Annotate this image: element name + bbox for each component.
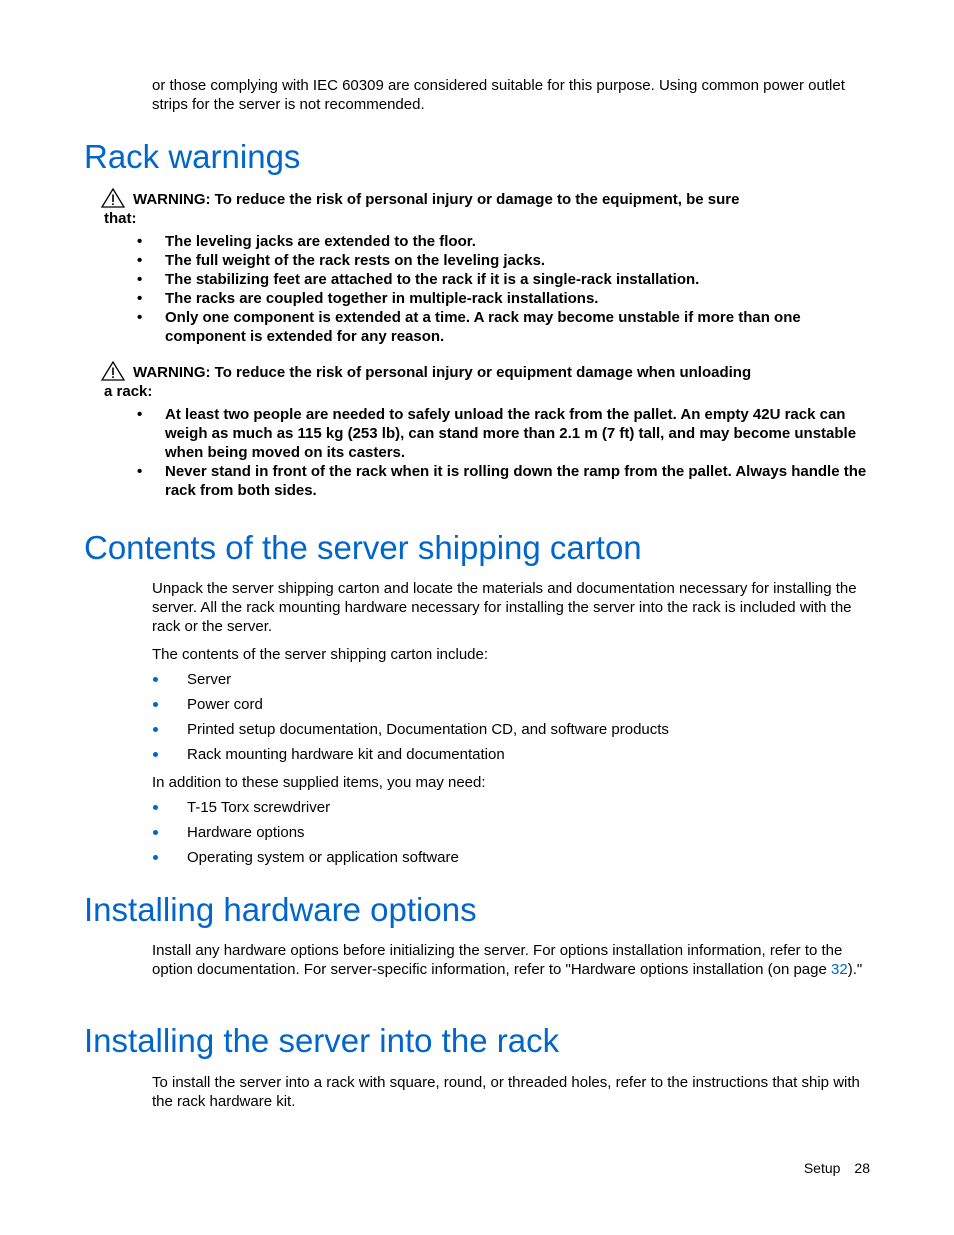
bullet-icon	[153, 702, 158, 707]
list-item-text: Power cord	[187, 696, 263, 713]
list-item-text: Printed setup documentation, Documentation CD, and software products	[187, 721, 669, 738]
list-item	[152, 798, 852, 817]
page-link[interactable]: 32	[831, 961, 848, 978]
page-footer	[804, 1159, 870, 1177]
list-item-text: Rack mounting hardware kit and documentation	[187, 746, 505, 763]
list-item: • The racks are coupled together in multiple-rack installations.	[165, 289, 873, 308]
list-item	[152, 745, 852, 764]
bullet-icon	[153, 805, 158, 810]
bullet-icon	[153, 830, 158, 835]
contents-list	[152, 670, 852, 770]
heading-hardware-options: Installing hardware options	[84, 891, 477, 928]
intro-paragraph: or those complying with IEC 60309 are considered suitable for this purpose. Using common power outlet strips for the server is not recommended.	[152, 77, 845, 113]
bullet-icon	[153, 677, 158, 682]
list-item-text: Hardware options	[187, 824, 305, 841]
list-item	[152, 720, 852, 739]
list-item	[152, 823, 852, 842]
warning-2-lead-cont: a rack:	[104, 383, 153, 400]
hardware-options-text-end: )."	[847, 961, 863, 978]
list-item: • The full weight of the rack rests on the leveling jacks.	[165, 251, 873, 270]
warning-triangle-icon	[101, 361, 125, 381]
install-rack-paragraph: To install the server into a rack with square, round, or threaded holes, refer to the instructions that ship with the rack hardware kit.	[152, 1074, 860, 1110]
list-item-text: T-15 Torx screwdriver	[187, 799, 331, 816]
contents-paragraph-2: The contents of the server shipping carton include:	[152, 646, 489, 663]
contents-paragraph-1: Unpack the server shipping carton and locate the materials and documentation necessary for installing the server. All the rack mounting hardware necessary for installing the server into the rack is included with the rack or the server.	[152, 580, 857, 635]
warning-1-list	[101, 232, 873, 346]
warning-2-list	[101, 405, 873, 500]
list-item: • The leveling jacks are extended to the floor.	[165, 232, 873, 251]
bullet-icon	[153, 752, 158, 757]
extra-items-list	[152, 798, 852, 873]
heading-install-rack: Installing the server into the rack	[84, 1022, 560, 1059]
warning-2-lead	[101, 363, 873, 401]
warning-block-1	[101, 190, 873, 346]
list-item-text: Server	[187, 671, 232, 688]
warning-1-lead-text: WARNING: To reduce the risk of personal injury or damage to the equipment, be sure	[133, 191, 740, 208]
warning-2-lead-text: WARNING: To reduce the risk of personal injury or equipment damage when unloading	[133, 364, 752, 381]
heading-rack-warnings: Rack warnings	[84, 138, 301, 175]
list-item	[152, 695, 852, 714]
list-item: • Never stand in front of the rack when it is rolling down the ramp from the pallet. Always handle the rack from both sides.	[165, 462, 873, 500]
list-item: • The stabilizing feet are attached to the rack if it is a single-rack installation.	[165, 270, 873, 289]
footer-section: Setup	[803, 1160, 841, 1176]
contents-paragraph-3: In addition to these supplied items, you may need:	[152, 774, 486, 791]
list-item: • At least two people are needed to safely unload the rack from the pallet. An empty 42U rack can weigh as much as 115 kg (253 lb), can stand more than 2.1 m (7 ft) tall, and may become unstable when being moved on its casters.	[165, 405, 873, 462]
heading-contents: Contents of the server shipping carton	[84, 529, 642, 566]
list-item	[152, 848, 852, 867]
warning-triangle-icon	[101, 188, 125, 208]
warning-1-lead	[101, 190, 873, 228]
warning-block-2	[101, 363, 873, 500]
warning-1-lead-cont: that:	[104, 210, 137, 227]
list-item-text: Operating system or application software	[187, 849, 459, 866]
hardware-options-text: Install any hardware options before initializing the server. For options installation information, refer to the option documentation. For server-specific information, refer to "Hardware options installation (on page	[152, 942, 843, 978]
list-item	[152, 670, 852, 689]
list-item: • Only one component is extended at a time. A rack may become unstable if more than one component is extended for any reason.	[165, 308, 873, 346]
page-number: 28	[854, 1160, 870, 1176]
bullet-icon	[153, 727, 158, 732]
bullet-icon	[153, 855, 158, 860]
hardware-options-paragraph	[152, 941, 874, 979]
